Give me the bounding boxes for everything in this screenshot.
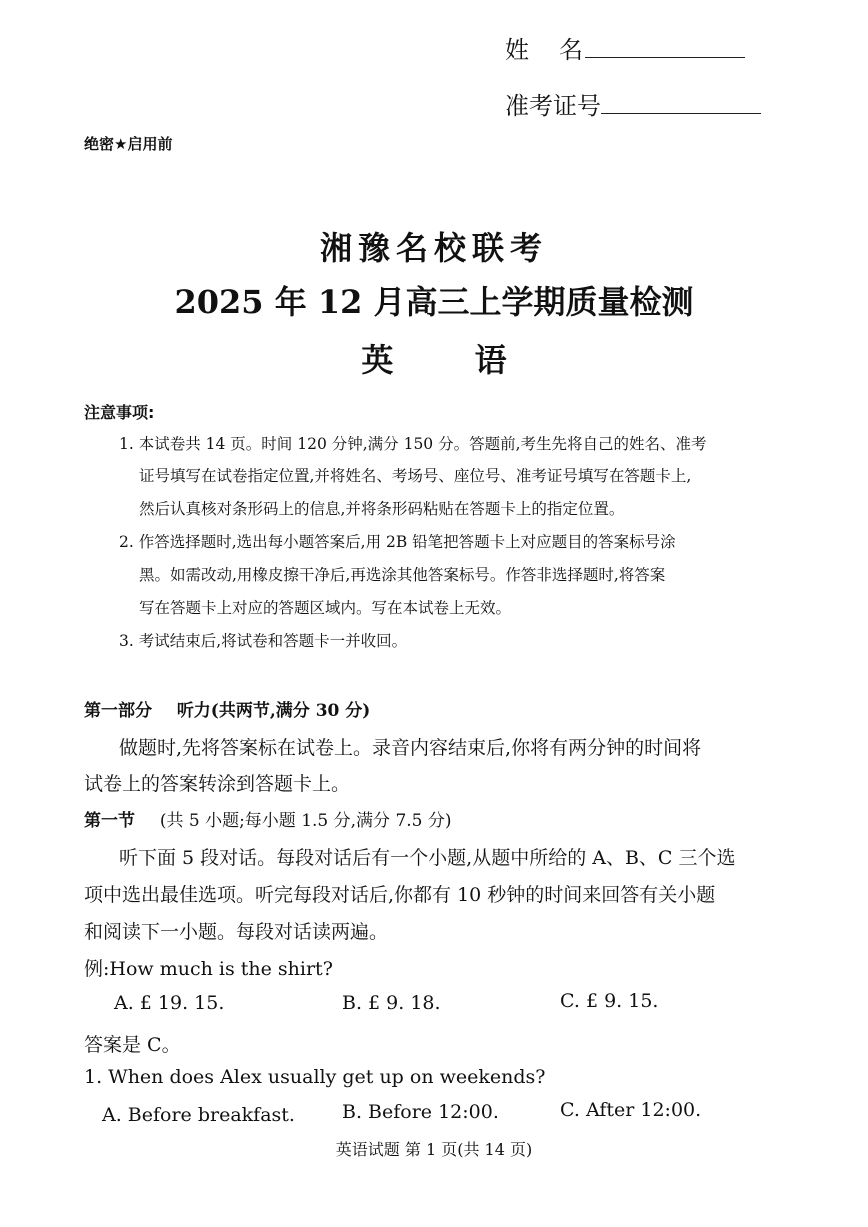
name-label: 姓名 bbox=[505, 36, 613, 64]
part1-intro: 试卷上的答案转涂到答题卡上。 bbox=[84, 773, 351, 795]
example-option-b: B. £ 9. 18. bbox=[342, 992, 441, 1014]
name-field bbox=[505, 30, 745, 65]
example-option-c: C. £ 9. 15. bbox=[560, 990, 659, 1012]
section1-heading bbox=[84, 806, 452, 831]
notice-line: 然后认真核对条形码上的信息,并将条形码粘贴在答题卡上的指定位置。 bbox=[139, 500, 625, 518]
page-footer: 英语试题 第 1 页(共 14 页) bbox=[335, 1140, 533, 1159]
part1-title: 听力(共两节,满分 30 分) bbox=[176, 701, 371, 721]
notice-line: 证号填写在试卷指定位置,并将姓名、考场号、座位号、准考证号填写在答题卡上, bbox=[139, 467, 692, 485]
q1-option-b: B. Before 12:00. bbox=[342, 1101, 499, 1123]
example-answer: 答案是 C。 bbox=[84, 1034, 181, 1056]
notice-line: 3. 考试结束后,将试卷和答题卡一并收回。 bbox=[119, 632, 408, 650]
notice-line: 写在答题卡上对应的答题区域内。写在本试卷上无效。 bbox=[139, 599, 512, 617]
name-blank[interactable] bbox=[585, 35, 745, 58]
notice-line: 黑。如需改动,用橡皮擦干净后,再选涂其他答案标号。作答非选择题时,将答案 bbox=[139, 566, 666, 584]
notice-heading: 注意事项: bbox=[84, 403, 155, 422]
id-field bbox=[505, 86, 761, 121]
id-label: 准考证号 bbox=[505, 92, 601, 120]
section1-directions: 和阅读下一小题。每段对话读两遍。 bbox=[84, 921, 389, 943]
notice-line: 2. 作答选择题时,选出每小题答案后,用 2B 铅笔把答题卡上对应题目的答案标号涂 bbox=[119, 533, 676, 551]
part1-intro: 做题时,先将答案标在试卷上。录音内容结束后,你将有两分钟的时间将 bbox=[119, 737, 702, 759]
part1-label: 第一部分 bbox=[84, 701, 152, 721]
id-blank[interactable] bbox=[601, 91, 761, 114]
section1-detail: (共 5 小题;每小题 1.5 分,满分 7.5 分) bbox=[159, 811, 452, 831]
exam-title-line1: 湘豫名校联考 bbox=[319, 229, 548, 267]
example-option-a: A. £ 19. 15. bbox=[114, 992, 225, 1014]
q1-option-c: C. After 12:00. bbox=[560, 1099, 702, 1121]
example-question: 例:How much is the shirt? bbox=[84, 958, 333, 980]
part1-heading bbox=[84, 696, 370, 721]
notice-line: 1. 本试卷共 14 页。时间 120 分钟,满分 150 分。答题前,考生先将自己的姓名、准考 bbox=[119, 435, 707, 453]
subject-title: 英 语 bbox=[361, 341, 507, 379]
section1-directions: 项中选出最佳选项。听完每段对话后,你都有 10 秒钟的时间来回答有关小题 bbox=[84, 884, 716, 906]
question-1: 1. When does Alex usually get up on weekends? bbox=[84, 1066, 546, 1088]
secret-mark: 绝密★启用前 bbox=[84, 135, 173, 153]
q1-option-a: A. Before breakfast. bbox=[102, 1104, 295, 1126]
section1-directions: 听下面 5 段对话。每段对话后有一个小题,从题中所给的 A、B、C 三个选 bbox=[119, 847, 736, 869]
section1-label: 第一节 bbox=[84, 811, 135, 831]
exam-title-line2: 2025 年 12 月高三上学期质量检测 bbox=[174, 283, 694, 321]
